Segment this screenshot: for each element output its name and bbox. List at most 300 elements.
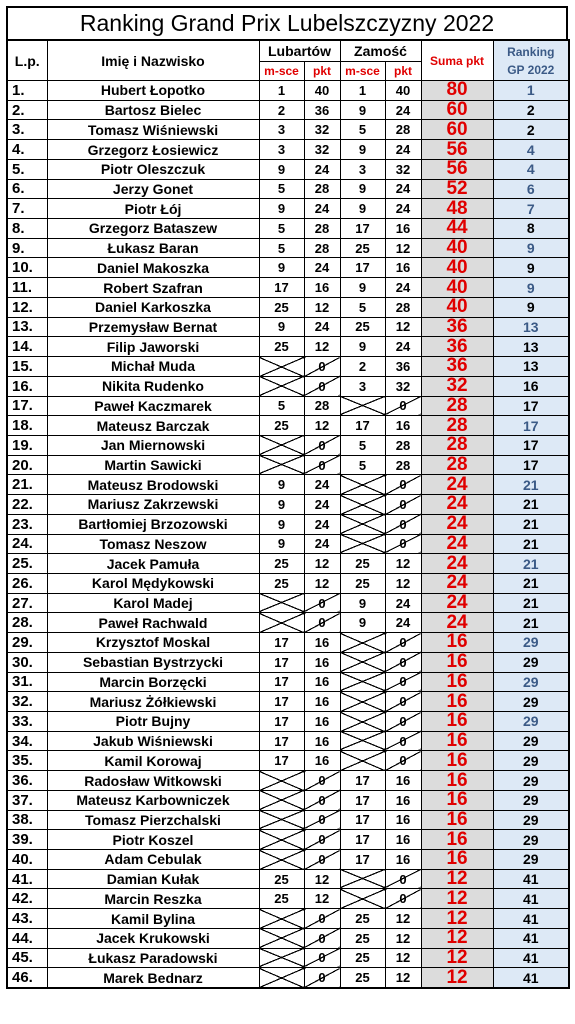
row-lubartow-msce xyxy=(259,455,304,475)
row-zamosc-pkt: 24 xyxy=(385,278,421,298)
header-zamosc: Zamość xyxy=(340,40,421,62)
row-ranking: 4 xyxy=(493,159,569,179)
row-ranking: 29 xyxy=(493,771,569,791)
row-lp: 21. xyxy=(7,475,47,495)
row-ranking: 9 xyxy=(493,278,569,298)
row-ranking: 8 xyxy=(493,219,569,239)
row-suma: 24 xyxy=(421,554,493,574)
row-suma: 36 xyxy=(421,317,493,337)
row-ranking: 21 xyxy=(493,554,569,574)
row-lubartow-pkt: 40 xyxy=(304,81,340,101)
row-lubartow-pkt: 24 xyxy=(304,258,340,278)
row-ranking: 13 xyxy=(493,337,569,357)
table-row xyxy=(7,731,569,751)
row-lubartow-msce xyxy=(259,376,304,396)
table-row xyxy=(7,278,569,298)
row-zamosc-msce: 17 xyxy=(340,219,385,239)
table-row xyxy=(7,633,569,653)
row-name: Tomasz Pierzchalski xyxy=(47,810,259,830)
table-row xyxy=(7,297,569,317)
row-lubartow-msce: 25 xyxy=(259,573,304,593)
row-suma: 32 xyxy=(421,376,493,396)
row-lubartow-msce xyxy=(259,357,304,377)
row-ranking: 21 xyxy=(493,475,569,495)
row-lp: 20. xyxy=(7,455,47,475)
row-lubartow-pkt: 28 xyxy=(304,396,340,416)
row-suma: 40 xyxy=(421,297,493,317)
row-zamosc-msce: 9 xyxy=(340,100,385,120)
row-name: Bartosz Bielec xyxy=(47,100,259,120)
row-lubartow-pkt: 28 xyxy=(304,219,340,239)
row-name: Mariusz Zakrzewski xyxy=(47,495,259,515)
row-zamosc-pkt: 24 xyxy=(385,593,421,613)
table-row xyxy=(7,199,569,219)
row-ranking: 41 xyxy=(493,948,569,968)
row-suma: 12 xyxy=(421,968,493,988)
table-row xyxy=(7,120,569,140)
row-lubartow-pkt: 16 xyxy=(304,278,340,298)
row-name: Bartłomiej Brzozowski xyxy=(47,514,259,534)
table-row xyxy=(7,396,569,416)
row-zamosc-pkt: 16 xyxy=(385,810,421,830)
row-lp: 41. xyxy=(7,869,47,889)
row-name: Paweł Rachwald xyxy=(47,613,259,633)
row-suma: 24 xyxy=(421,534,493,554)
row-lubartow-pkt: 12 xyxy=(304,889,340,909)
row-lp: 27. xyxy=(7,593,47,613)
row-lubartow-pkt: 16 xyxy=(304,712,340,732)
row-lubartow-msce: 9 xyxy=(259,258,304,278)
row-lubartow-pkt: 0 xyxy=(304,810,340,830)
row-zamosc-msce: 9 xyxy=(340,179,385,199)
row-ranking: 41 xyxy=(493,909,569,929)
row-lubartow-msce: 17 xyxy=(259,712,304,732)
row-lubartow-msce: 25 xyxy=(259,554,304,574)
row-zamosc-msce: 25 xyxy=(340,909,385,929)
row-zamosc-msce xyxy=(340,514,385,534)
row-zamosc-pkt: 16 xyxy=(385,830,421,850)
row-suma: 12 xyxy=(421,889,493,909)
row-zamosc-msce: 17 xyxy=(340,258,385,278)
row-lubartow-msce: 25 xyxy=(259,297,304,317)
header-name: Imię i Nazwisko xyxy=(47,40,259,81)
row-zamosc-pkt: 16 xyxy=(385,790,421,810)
row-name: Mateusz Barczak xyxy=(47,416,259,436)
row-zamosc-pkt: 28 xyxy=(385,120,421,140)
row-lubartow-msce: 3 xyxy=(259,140,304,160)
row-zamosc-msce xyxy=(340,396,385,416)
row-suma: 52 xyxy=(421,179,493,199)
table-row xyxy=(7,909,569,929)
row-lp: 12. xyxy=(7,297,47,317)
row-name: Nikita Rudenko xyxy=(47,376,259,396)
row-suma: 36 xyxy=(421,337,493,357)
row-lubartow-msce: 3 xyxy=(259,120,304,140)
row-lubartow-msce: 17 xyxy=(259,751,304,771)
row-lubartow-pkt: 12 xyxy=(304,573,340,593)
row-lubartow-msce: 17 xyxy=(259,633,304,653)
table-row xyxy=(7,337,569,357)
row-suma: 28 xyxy=(421,455,493,475)
row-zamosc-msce: 9 xyxy=(340,278,385,298)
row-name: Mariusz Żółkiewski xyxy=(47,692,259,712)
row-lubartow-msce: 25 xyxy=(259,889,304,909)
table-row xyxy=(7,317,569,337)
row-zamosc-pkt: 24 xyxy=(385,100,421,120)
row-ranking: 16 xyxy=(493,376,569,396)
row-lp: 26. xyxy=(7,573,47,593)
row-suma: 44 xyxy=(421,219,493,239)
row-lubartow-pkt: 24 xyxy=(304,514,340,534)
row-name: Łukasz Paradowski xyxy=(47,948,259,968)
row-lubartow-pkt: 16 xyxy=(304,633,340,653)
row-suma: 28 xyxy=(421,396,493,416)
table-row xyxy=(7,179,569,199)
row-lubartow-pkt: 0 xyxy=(304,593,340,613)
row-lp: 24. xyxy=(7,534,47,554)
row-lubartow-pkt: 12 xyxy=(304,337,340,357)
row-ranking: 9 xyxy=(493,258,569,278)
row-suma: 16 xyxy=(421,850,493,870)
row-zamosc-pkt: 28 xyxy=(385,297,421,317)
row-lubartow-pkt: 12 xyxy=(304,416,340,436)
ranking-table xyxy=(6,39,570,989)
table-row xyxy=(7,692,569,712)
row-lp: 4. xyxy=(7,140,47,160)
header-lp: L.p. xyxy=(7,40,47,81)
row-zamosc-pkt: 32 xyxy=(385,159,421,179)
row-ranking: 29 xyxy=(493,692,569,712)
row-zamosc-msce: 17 xyxy=(340,416,385,436)
row-zamosc-msce: 5 xyxy=(340,297,385,317)
row-lp: 39. xyxy=(7,830,47,850)
row-zamosc-msce: 9 xyxy=(340,613,385,633)
row-zamosc-pkt: 0 xyxy=(385,712,421,732)
table-row xyxy=(7,593,569,613)
row-lp: 5. xyxy=(7,159,47,179)
row-zamosc-pkt: 0 xyxy=(385,889,421,909)
row-ranking: 41 xyxy=(493,968,569,988)
row-name: Jacek Krukowski xyxy=(47,928,259,948)
row-ranking: 2 xyxy=(493,120,569,140)
row-ranking: 13 xyxy=(493,357,569,377)
row-name: Przemysław Bernat xyxy=(47,317,259,337)
row-suma: 24 xyxy=(421,593,493,613)
table-row xyxy=(7,652,569,672)
table-row xyxy=(7,790,569,810)
row-name: Adam Cebulak xyxy=(47,850,259,870)
row-name: Mateusz Brodowski xyxy=(47,475,259,495)
row-suma: 12 xyxy=(421,928,493,948)
row-lubartow-msce: 5 xyxy=(259,179,304,199)
row-ranking: 29 xyxy=(493,850,569,870)
row-lubartow-pkt: 16 xyxy=(304,731,340,751)
row-zamosc-msce: 17 xyxy=(340,850,385,870)
row-ranking: 9 xyxy=(493,238,569,258)
row-zamosc-msce: 9 xyxy=(340,140,385,160)
row-zamosc-msce: 17 xyxy=(340,810,385,830)
row-zamosc-pkt: 16 xyxy=(385,258,421,278)
row-lubartow-pkt: 16 xyxy=(304,652,340,672)
row-name: Martin Sawicki xyxy=(47,455,259,475)
row-lubartow-msce: 9 xyxy=(259,475,304,495)
row-suma: 48 xyxy=(421,199,493,219)
row-ranking: 29 xyxy=(493,652,569,672)
row-name: Kamil Bylina xyxy=(47,909,259,929)
row-zamosc-msce xyxy=(340,731,385,751)
row-lubartow-msce xyxy=(259,810,304,830)
table-row xyxy=(7,376,569,396)
row-name: Filip Jaworski xyxy=(47,337,259,357)
row-zamosc-pkt: 24 xyxy=(385,337,421,357)
table-row xyxy=(7,357,569,377)
row-zamosc-pkt: 16 xyxy=(385,219,421,239)
row-name: Marcin Borzęcki xyxy=(47,672,259,692)
row-lubartow-msce: 25 xyxy=(259,416,304,436)
row-zamosc-pkt: 36 xyxy=(385,357,421,377)
table-row xyxy=(7,475,569,495)
row-lubartow-msce: 1 xyxy=(259,81,304,101)
row-zamosc-msce: 25 xyxy=(340,573,385,593)
header-zamosc-msce: m-sce xyxy=(340,62,385,81)
row-name: Tomasz Neszow xyxy=(47,534,259,554)
row-lp: 42. xyxy=(7,889,47,909)
row-lubartow-pkt: 0 xyxy=(304,909,340,929)
row-zamosc-msce xyxy=(340,534,385,554)
row-zamosc-msce: 25 xyxy=(340,948,385,968)
row-zamosc-msce: 5 xyxy=(340,120,385,140)
table-row xyxy=(7,416,569,436)
row-lubartow-pkt: 24 xyxy=(304,159,340,179)
row-zamosc-pkt: 0 xyxy=(385,633,421,653)
row-zamosc-pkt: 0 xyxy=(385,731,421,751)
row-lubartow-msce: 9 xyxy=(259,514,304,534)
row-name: Michał Muda xyxy=(47,357,259,377)
row-ranking: 29 xyxy=(493,830,569,850)
row-name: Jerzy Gonet xyxy=(47,179,259,199)
row-lp: 14. xyxy=(7,337,47,357)
row-zamosc-msce: 17 xyxy=(340,771,385,791)
table-row xyxy=(7,869,569,889)
row-lubartow-msce: 5 xyxy=(259,238,304,258)
row-suma: 16 xyxy=(421,652,493,672)
row-ranking: 21 xyxy=(493,495,569,515)
row-lp: 44. xyxy=(7,928,47,948)
row-suma: 12 xyxy=(421,909,493,929)
row-zamosc-msce xyxy=(340,751,385,771)
row-lubartow-pkt: 0 xyxy=(304,790,340,810)
row-ranking: 6 xyxy=(493,179,569,199)
row-lp: 35. xyxy=(7,751,47,771)
row-zamosc-pkt: 16 xyxy=(385,850,421,870)
row-ranking: 2 xyxy=(493,100,569,120)
row-lp: 17. xyxy=(7,396,47,416)
row-suma: 24 xyxy=(421,613,493,633)
row-lp: 34. xyxy=(7,731,47,751)
row-lubartow-pkt: 0 xyxy=(304,948,340,968)
row-name: Krzysztof Moskal xyxy=(47,633,259,653)
row-lp: 36. xyxy=(7,771,47,791)
row-zamosc-pkt: 24 xyxy=(385,613,421,633)
row-ranking: 17 xyxy=(493,396,569,416)
header-suma: Suma pkt xyxy=(421,40,493,81)
row-lp: 2. xyxy=(7,100,47,120)
row-zamosc-msce: 3 xyxy=(340,159,385,179)
page-title: Ranking Grand Prix Lubelszczyzny 2022 xyxy=(6,6,568,39)
row-suma: 16 xyxy=(421,692,493,712)
table-row xyxy=(7,968,569,988)
row-ranking: 9 xyxy=(493,297,569,317)
row-zamosc-msce xyxy=(340,889,385,909)
row-lubartow-pkt: 0 xyxy=(304,376,340,396)
row-lubartow-pkt: 0 xyxy=(304,850,340,870)
row-lubartow-msce: 9 xyxy=(259,317,304,337)
table-row xyxy=(7,712,569,732)
table-row xyxy=(7,140,569,160)
row-suma: 16 xyxy=(421,830,493,850)
row-zamosc-msce: 25 xyxy=(340,238,385,258)
row-lubartow-pkt: 16 xyxy=(304,692,340,712)
row-lubartow-msce xyxy=(259,790,304,810)
table-row xyxy=(7,514,569,534)
row-lp: 22. xyxy=(7,495,47,515)
row-ranking: 4 xyxy=(493,140,569,160)
row-zamosc-pkt: 0 xyxy=(385,672,421,692)
row-ranking: 29 xyxy=(493,810,569,830)
row-lubartow-msce: 17 xyxy=(259,278,304,298)
row-lp: 33. xyxy=(7,712,47,732)
row-suma: 12 xyxy=(421,948,493,968)
row-ranking: 41 xyxy=(493,928,569,948)
row-zamosc-msce xyxy=(340,475,385,495)
row-lp: 28. xyxy=(7,613,47,633)
row-ranking: 21 xyxy=(493,593,569,613)
row-suma: 16 xyxy=(421,810,493,830)
row-name: Robert Szafran xyxy=(47,278,259,298)
table-row xyxy=(7,219,569,239)
row-zamosc-pkt: 12 xyxy=(385,928,421,948)
row-ranking: 21 xyxy=(493,514,569,534)
row-lubartow-msce xyxy=(259,771,304,791)
row-lubartow-pkt: 0 xyxy=(304,613,340,633)
row-suma: 28 xyxy=(421,435,493,455)
row-lubartow-msce: 9 xyxy=(259,495,304,515)
row-lubartow-pkt: 12 xyxy=(304,297,340,317)
row-suma: 60 xyxy=(421,120,493,140)
row-lp: 37. xyxy=(7,790,47,810)
row-name: Łukasz Baran xyxy=(47,238,259,258)
row-suma: 24 xyxy=(421,495,493,515)
row-lubartow-msce: 17 xyxy=(259,652,304,672)
row-lubartow-pkt: 24 xyxy=(304,475,340,495)
row-lubartow-msce: 17 xyxy=(259,672,304,692)
row-zamosc-msce: 5 xyxy=(340,455,385,475)
table-row xyxy=(7,613,569,633)
row-lp: 32. xyxy=(7,692,47,712)
row-ranking: 13 xyxy=(493,317,569,337)
row-zamosc-pkt: 0 xyxy=(385,514,421,534)
row-lp: 8. xyxy=(7,219,47,239)
table-row xyxy=(7,81,569,101)
row-lubartow-msce: 5 xyxy=(259,219,304,239)
row-lp: 23. xyxy=(7,514,47,534)
row-name: Hubert Łopotko xyxy=(47,81,259,101)
row-lubartow-pkt: 12 xyxy=(304,869,340,889)
row-name: Jakub Wiśniewski xyxy=(47,731,259,751)
row-lubartow-msce xyxy=(259,948,304,968)
row-zamosc-pkt: 12 xyxy=(385,948,421,968)
row-name: Grzegorz Łosiewicz xyxy=(47,140,259,160)
row-lp: 46. xyxy=(7,968,47,988)
row-name: Kamil Korowaj xyxy=(47,751,259,771)
row-lp: 7. xyxy=(7,199,47,219)
row-zamosc-msce: 17 xyxy=(340,790,385,810)
table-row xyxy=(7,534,569,554)
row-zamosc-msce: 2 xyxy=(340,357,385,377)
row-suma: 16 xyxy=(421,712,493,732)
row-zamosc-msce: 25 xyxy=(340,554,385,574)
row-lp: 9. xyxy=(7,238,47,258)
row-lp: 31. xyxy=(7,672,47,692)
ranking-document xyxy=(6,6,568,989)
row-zamosc-pkt: 12 xyxy=(385,968,421,988)
header-lubartow-msce: m-sce xyxy=(259,62,304,81)
row-lubartow-pkt: 28 xyxy=(304,238,340,258)
row-zamosc-msce: 1 xyxy=(340,81,385,101)
table-row xyxy=(7,159,569,179)
header-lubartow: Lubartów xyxy=(259,40,340,62)
row-suma: 56 xyxy=(421,159,493,179)
header-ranking-line2: GP 2022 xyxy=(507,62,555,77)
row-lubartow-pkt: 12 xyxy=(304,554,340,574)
row-lubartow-pkt: 36 xyxy=(304,100,340,120)
row-suma: 24 xyxy=(421,514,493,534)
row-zamosc-pkt: 24 xyxy=(385,179,421,199)
table-row xyxy=(7,771,569,791)
row-ranking: 29 xyxy=(493,790,569,810)
row-suma: 16 xyxy=(421,672,493,692)
row-lubartow-msce xyxy=(259,928,304,948)
row-zamosc-pkt: 0 xyxy=(385,475,421,495)
row-name: Daniel Makoszka xyxy=(47,258,259,278)
table-row xyxy=(7,495,569,515)
row-ranking: 29 xyxy=(493,751,569,771)
row-lubartow-pkt: 24 xyxy=(304,495,340,515)
row-zamosc-msce xyxy=(340,869,385,889)
row-lubartow-msce xyxy=(259,593,304,613)
row-zamosc-msce: 17 xyxy=(340,830,385,850)
row-ranking: 29 xyxy=(493,712,569,732)
row-zamosc-pkt: 0 xyxy=(385,751,421,771)
row-ranking: 29 xyxy=(493,731,569,751)
row-name: Sebastian Bystrzycki xyxy=(47,652,259,672)
row-lp: 6. xyxy=(7,179,47,199)
row-name: Karol Mędykowski xyxy=(47,573,259,593)
row-lp: 1. xyxy=(7,81,47,101)
row-lubartow-pkt: 16 xyxy=(304,751,340,771)
row-zamosc-pkt: 12 xyxy=(385,238,421,258)
row-suma: 16 xyxy=(421,731,493,751)
row-name: Paweł Kaczmarek xyxy=(47,396,259,416)
row-name: Piotr Oleszczuk xyxy=(47,159,259,179)
table-row xyxy=(7,889,569,909)
row-lubartow-pkt: 24 xyxy=(304,534,340,554)
row-lp: 16. xyxy=(7,376,47,396)
row-lp: 13. xyxy=(7,317,47,337)
header-lubartow-pkt: pkt xyxy=(304,62,340,81)
row-name: Piotr Łój xyxy=(47,199,259,219)
row-lubartow-pkt: 24 xyxy=(304,199,340,219)
